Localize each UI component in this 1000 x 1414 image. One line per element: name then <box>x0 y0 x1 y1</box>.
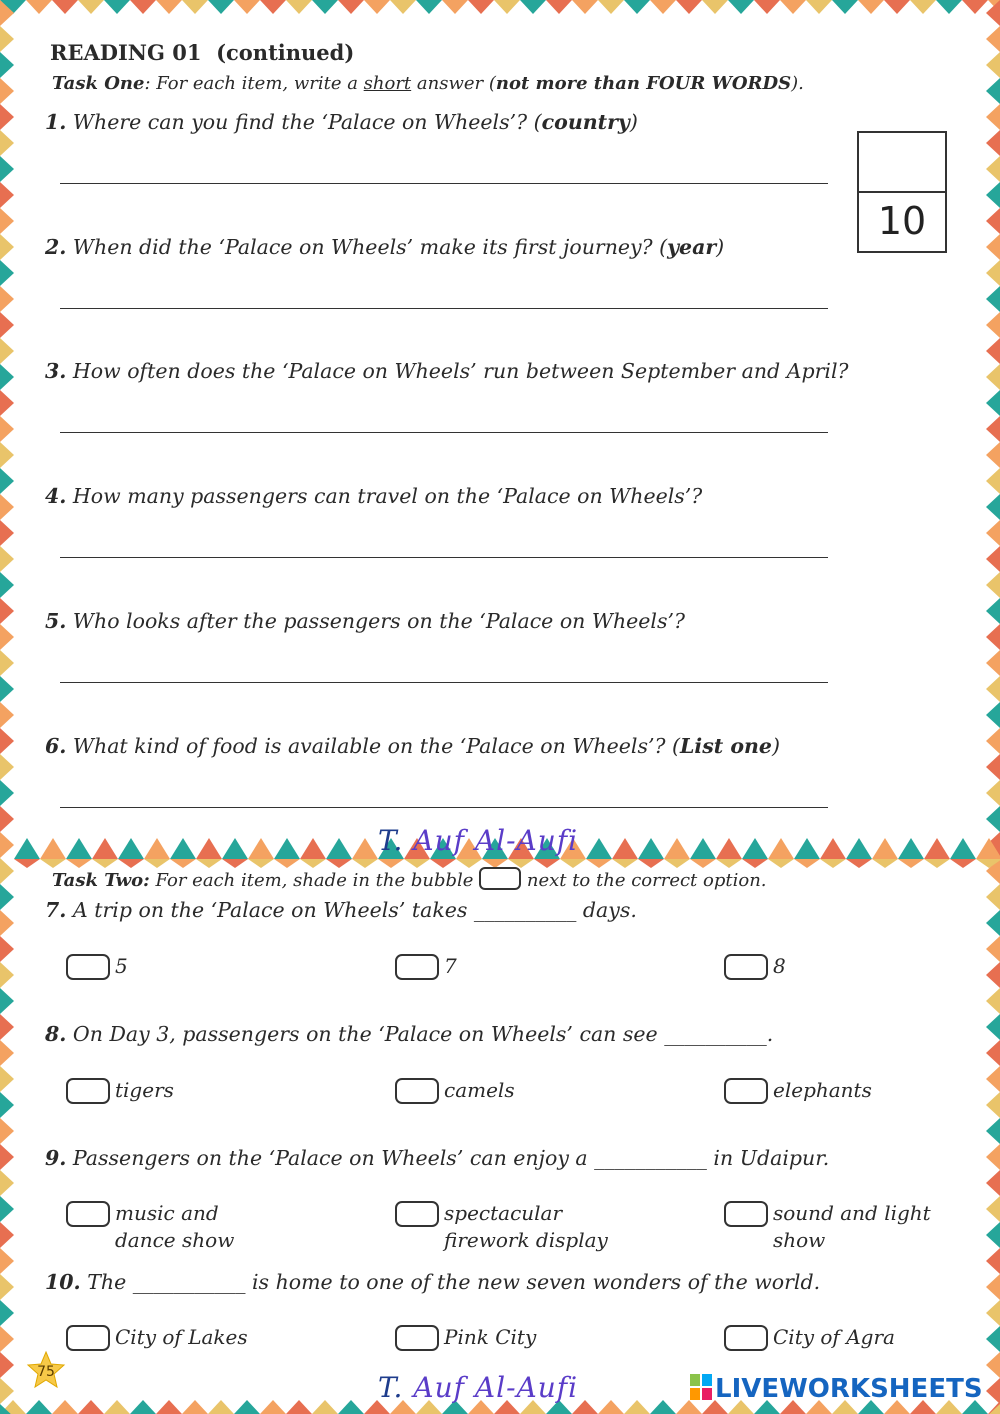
author-signature-middle: T. Auf Al-Aufi <box>378 824 579 857</box>
example-bubble <box>479 867 521 890</box>
score-total: 10 <box>877 199 927 243</box>
answer-line-5[interactable] <box>60 682 828 683</box>
star-icon <box>26 1350 66 1390</box>
option-label-q9-3: sound and light show <box>773 1201 931 1252</box>
option-bubble-q8-1[interactable] <box>66 1078 110 1104</box>
question-5: 5. Who looks after the passengers on the ‘Palace on Wheels’? <box>45 609 685 633</box>
option-bubble-q9-3[interactable] <box>724 1201 768 1227</box>
question-4: 4. How many passengers can travel on the ‘Palace on Wheels’? <box>45 484 703 508</box>
option-label-q8-1: tigers <box>115 1078 174 1102</box>
option-label-q7-2: 7 <box>444 954 457 978</box>
liveworksheets-wordmark: LIVEWORKSHEETS <box>715 1374 983 1404</box>
option-bubble-q7-1[interactable] <box>66 954 110 980</box>
question-9: 9. Passengers on the ‘Palace on Wheels’ can enjoy a ___________ in Udaipur. <box>45 1146 830 1170</box>
option-label-q10-1: City of Lakes <box>115 1325 248 1349</box>
option-label-q7-1: 5 <box>115 954 128 978</box>
option-bubble-q10-3[interactable] <box>724 1325 768 1351</box>
option-bubble-q8-2[interactable] <box>395 1078 439 1104</box>
score-box <box>857 131 947 253</box>
question-7: 7. A trip on the ‘Palace on Wheels’ takes __________ days. <box>45 898 637 922</box>
option-bubble-q10-1[interactable] <box>66 1325 110 1351</box>
option-label-q9-1: music and dance show <box>115 1201 235 1252</box>
answer-line-1[interactable] <box>60 183 828 184</box>
question-1: 1. Where can you find the ‘Palace on Wheels’? (country) <box>45 110 638 134</box>
task-two-label: Task Two: <box>52 870 150 891</box>
option-label-q7-3: 8 <box>773 954 786 978</box>
answer-line-4[interactable] <box>60 557 828 558</box>
option-label-q8-3: elephants <box>773 1078 872 1102</box>
answer-line-2[interactable] <box>60 308 828 309</box>
option-bubble-q9-1[interactable] <box>66 1201 110 1227</box>
option-label-q8-2: camels <box>444 1078 515 1102</box>
score-divider <box>859 191 945 193</box>
option-bubble-q7-2[interactable] <box>395 954 439 980</box>
page-number-star <box>26 1350 66 1390</box>
page-title: READING 01 (continued) <box>50 40 355 65</box>
question-3: 3. How often does the ‘Palace on Wheels’ run between September and April? <box>45 359 849 383</box>
page-number: 75 <box>37 1364 55 1380</box>
option-label-q10-3: City of Agra <box>773 1325 895 1349</box>
answer-line-3[interactable] <box>60 432 828 433</box>
task-two-instructions: Task Two: For each item, shade in the bubble next to the correct option. <box>52 867 767 891</box>
task-one-instructions: Task One: For each item, write a short answer (not more than FOUR WORDS). <box>52 73 804 94</box>
question-2: 2. When did the ‘Palace on Wheels’ make its first journey? (year) <box>45 235 725 259</box>
option-bubble-q9-2[interactable] <box>395 1201 439 1227</box>
author-signature-bottom: T. Auf Al-Aufi <box>378 1371 579 1404</box>
option-bubble-q10-2[interactable] <box>395 1325 439 1351</box>
question-8: 8. On Day 3, passengers on the ‘Palace on Wheels’ can see __________. <box>45 1022 774 1046</box>
option-label-q10-2: Pink City <box>444 1325 537 1349</box>
question-6: 6. What kind of food is available on the ‘Palace on Wheels’? (List one) <box>45 734 780 758</box>
answer-line-6[interactable] <box>60 807 828 808</box>
task-one-label: Task One <box>52 73 145 94</box>
liveworksheets-logo[interactable] <box>690 1374 983 1404</box>
option-bubble-q7-3[interactable] <box>724 954 768 980</box>
option-bubble-q8-3[interactable] <box>724 1078 768 1104</box>
option-label-q9-2: spectacular firework display <box>444 1201 608 1252</box>
liveworksheets-icon <box>690 1374 712 1400</box>
question-10: 10. The ___________ is home to one of the new seven wonders of the world. <box>45 1270 821 1294</box>
